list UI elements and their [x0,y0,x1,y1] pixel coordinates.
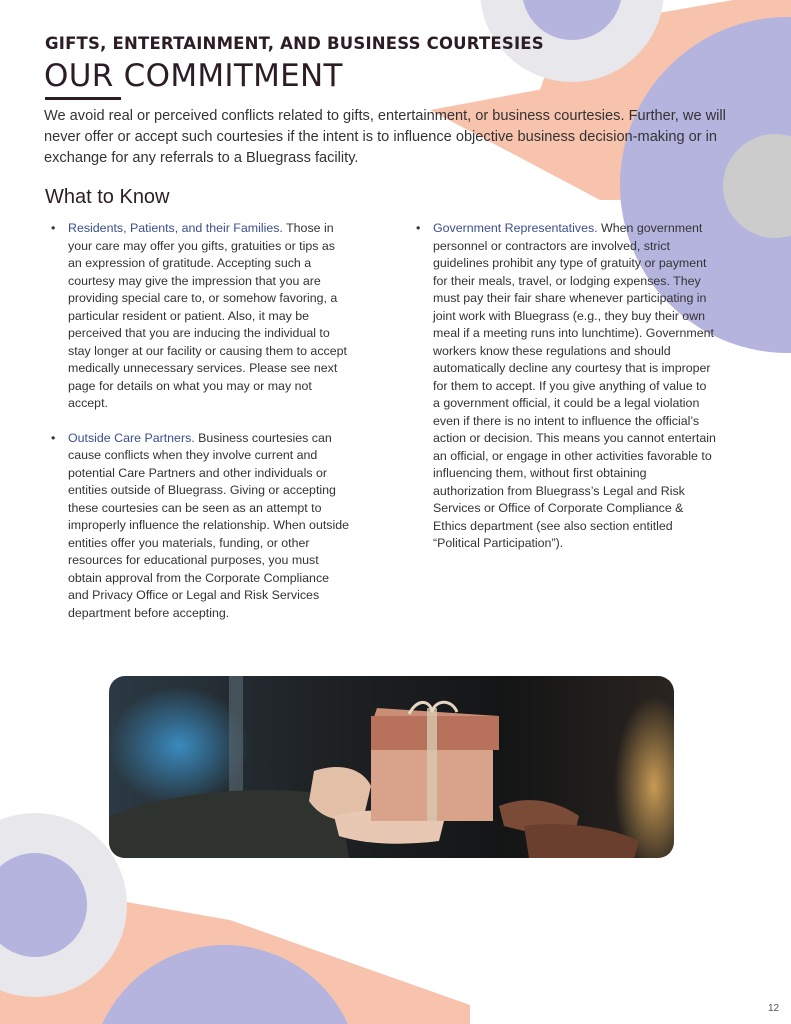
list-item-outside-care-partners [51,430,351,623]
item-text: Business courtesies can cause conflicts when they involve current and potential Care Partners and other individuals or entities outside of Bluegrass. Giving or accepting these courtesies can be seen as an attempt to improperly influence the relationship. When outside entities offer you materials, funding, or other resources for educational purposes, you must obtain approval from the Corporate Compliance and Privacy Office or Legal and Risk Services department before accepting. [68,430,350,620]
bullet-list-left [51,220,351,622]
what-to-know-heading: What to Know [45,186,170,208]
list-item-government-representatives [416,220,716,553]
bullet-icon: • [416,221,421,235]
page-number: 12 [768,1003,780,1014]
section-eyebrow: GIFTS, ENTERTAINMENT, AND BUSINESS COURTESIES [45,34,544,53]
list-item-residents [51,220,351,413]
item-term: Residents, Patients, and their Families. [68,221,283,235]
bullet-list-right [416,220,716,553]
item-text: When government personnel or contractors are involved, strict guidelines prohibit any type of gratuity or payment for their meals, travel, or lodging expenses. They must pay their fair share whenever participating in joint work with Bluegrass (e.g., they buy their own meal if a meeting runs into lunchtime). Government workers know these regulations and should automatically decline any courtesy that is improper for them to accept. If you give anything of value to a government official, it could be a legal violation even if there is no intent to influence the official’s action or decision. This means you cannot entertain an official, or engage in other activities favorable to influencing them, without first obtaining authorization from Bluegrass’s Legal and Risk Services or Office of Corporate Compliance & Ethics department (see also section entitled “Political Participation”). [433,221,716,550]
page-title: OUR COMMITMENT [44,58,343,94]
intro-paragraph: We avoid real or perceived conflicts related to gifts, entertainment, or business courtesies. Further, we will never offer or accept such courtesies if the intent is to influence objective business decision-making or in exchange for any referrals to a Bluegrass facility. [44,108,726,166]
item-term: Government Representatives. [433,221,598,235]
title-underline [45,97,121,100]
gift-exchange-photo [109,676,674,858]
item-text: Those in your care may offer you gifts, gratuities or tips as an expression of gratitude. Accepting such a courtesy may give the impression that you are providing special care to, or somehow favoring, a particular resident or patient. Also, it may be perceived that you are inducing the individual to stay longer at our facility or causing them to accept medically unnecessary services. Please see next page for details on what you may or may not accept. [68,221,347,410]
item-term: Outside Care Partners. [68,430,195,445]
bullet-icon: • [51,221,56,235]
bullet-icon: • [51,430,56,445]
gift-photo-illustration [109,676,674,858]
